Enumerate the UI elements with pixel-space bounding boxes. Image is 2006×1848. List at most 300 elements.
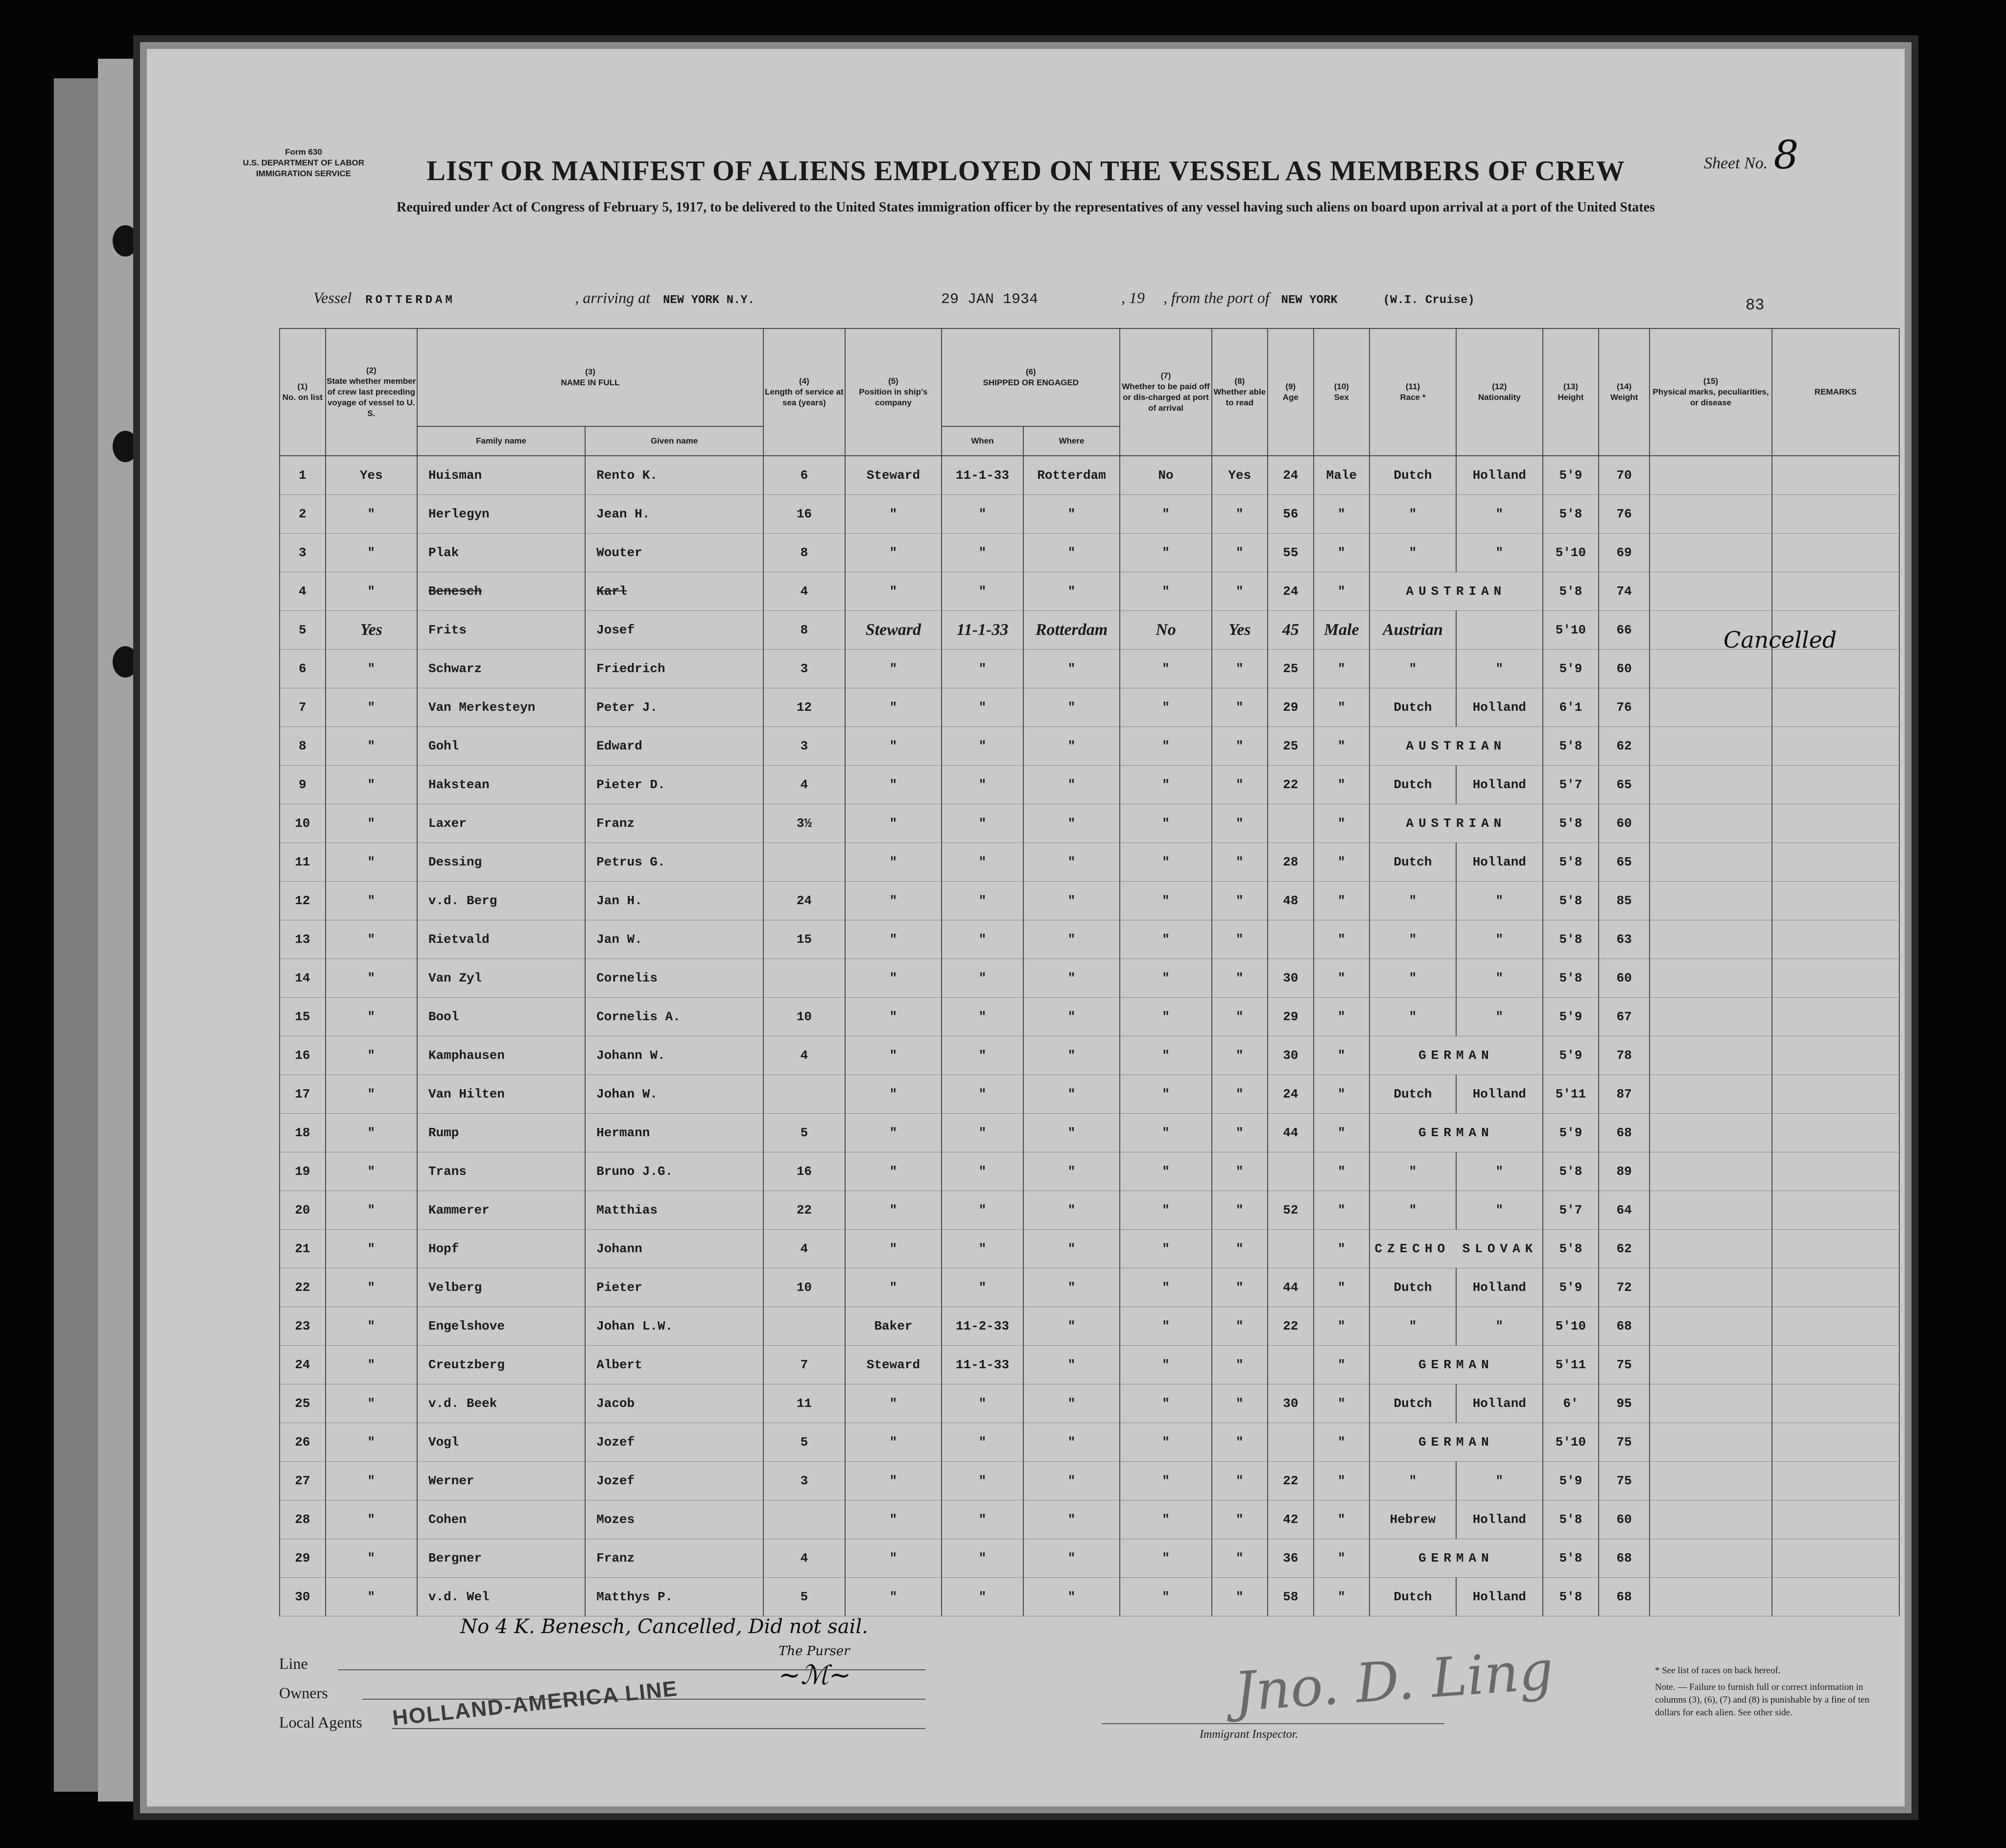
cell-sex: " — [1314, 1384, 1369, 1423]
cell-position: Steward — [845, 456, 942, 495]
cell-weight: 60 — [1599, 1500, 1650, 1539]
cell-family: Cohen — [417, 1500, 585, 1539]
table-row — [280, 1539, 1899, 1578]
cell-given: Wouter — [585, 534, 763, 572]
cell-given: Johan L.W. — [585, 1307, 763, 1346]
cell-family: Dessing — [417, 843, 585, 882]
cell-prev: " — [326, 572, 417, 611]
cell-race: Dutch — [1369, 1268, 1456, 1307]
cell-when: " — [942, 920, 1023, 959]
cell-age — [1268, 1346, 1314, 1384]
col-header-where: Where — [1023, 426, 1120, 456]
cell-height: 5'10 — [1543, 534, 1599, 572]
cell-where: " — [1023, 1230, 1120, 1268]
cell-physical-marks — [1650, 1539, 1772, 1578]
table-row — [280, 1152, 1899, 1191]
cell-position: " — [845, 727, 942, 766]
cell-position: " — [845, 688, 942, 727]
cell-physical-marks — [1650, 920, 1772, 959]
cell-read: " — [1212, 920, 1268, 959]
cell-age — [1268, 1423, 1314, 1462]
cell-age: 58 — [1268, 1578, 1314, 1616]
cell-sex: " — [1314, 843, 1369, 882]
cell-when: " — [942, 1114, 1023, 1152]
cell-paid: " — [1120, 1384, 1211, 1423]
col-header-marks: (15) Physical marks, peculiarities, or disease — [1650, 328, 1772, 456]
cell-sex: Male — [1314, 456, 1369, 495]
cell-family: Laxer — [417, 804, 585, 843]
cell-where: " — [1023, 650, 1120, 688]
sheet-number: 8 — [1773, 132, 1799, 178]
cell-when: " — [942, 727, 1023, 766]
cell-race: AUSTRIAN — [1369, 572, 1543, 611]
cell-nationality: " — [1456, 882, 1543, 920]
cell-remarks — [1772, 1191, 1899, 1230]
cell-service: 15 — [763, 920, 845, 959]
table-row — [280, 1230, 1899, 1268]
cell-service — [763, 1307, 845, 1346]
table-row — [280, 1307, 1899, 1346]
cell-race: GERMAN — [1369, 1539, 1543, 1578]
cell-family: Hakstean — [417, 766, 585, 804]
cell-weight: 76 — [1599, 688, 1650, 727]
cell-paid: " — [1120, 1346, 1211, 1384]
cell-height: 5'9 — [1543, 456, 1599, 495]
cell-when: 11-1-33 — [942, 1346, 1023, 1384]
cell-where: " — [1023, 727, 1120, 766]
cell-height: 6'1 — [1543, 688, 1599, 727]
cell-where: " — [1023, 1191, 1120, 1230]
cell-remarks — [1772, 766, 1899, 804]
cell-where: " — [1023, 1462, 1120, 1500]
cell-no: 12 — [280, 882, 326, 920]
cell-height: 5'8 — [1543, 920, 1599, 959]
cell-when: " — [942, 650, 1023, 688]
cell-height: 5'9 — [1543, 1114, 1599, 1152]
cell-paid: " — [1120, 1036, 1211, 1075]
cell-remarks — [1772, 959, 1899, 998]
cell-no: 20 — [280, 1191, 326, 1230]
cell-paid: " — [1120, 1578, 1211, 1616]
table-row — [280, 650, 1899, 688]
cell-height: 5'8 — [1543, 1152, 1599, 1191]
cell-family: Plak — [417, 534, 585, 572]
cell-paid: " — [1120, 572, 1211, 611]
form-number: Form 630 — [285, 147, 322, 157]
cell-height: 5'10 — [1543, 1307, 1599, 1346]
cell-where: " — [1023, 1075, 1120, 1114]
cell-read: " — [1212, 534, 1268, 572]
cell-read: Yes — [1212, 611, 1268, 650]
table-row — [280, 727, 1899, 766]
cell-service: 3 — [763, 650, 845, 688]
cell-height: 5'8 — [1543, 843, 1599, 882]
cell-read: " — [1212, 1578, 1268, 1616]
cell-age: 52 — [1268, 1191, 1314, 1230]
cell-when: " — [942, 843, 1023, 882]
cell-nationality: " — [1456, 959, 1543, 998]
punch-hole — [113, 225, 138, 257]
cell-service — [763, 959, 845, 998]
cell-nationality: " — [1456, 998, 1543, 1036]
cell-no: 19 — [280, 1152, 326, 1191]
cell-position: " — [845, 1230, 942, 1268]
table-row — [280, 1114, 1899, 1152]
cell-family: Kammerer — [417, 1191, 585, 1230]
cell-physical-marks — [1650, 572, 1772, 611]
cell-given: Karl — [585, 572, 763, 611]
cell-age: 22 — [1268, 1462, 1314, 1500]
table-row — [280, 1075, 1899, 1114]
cell-service: 8 — [763, 534, 845, 572]
col-header-name: (3) NAME IN FULL — [417, 328, 763, 426]
agents-label: Local Agents — [279, 1713, 362, 1731]
cell-prev: " — [326, 843, 417, 882]
department-name: U.S. DEPARTMENT OF LABOR — [242, 158, 365, 167]
cell-weight: 75 — [1599, 1462, 1650, 1500]
cell-nationality: " — [1456, 1307, 1543, 1346]
cell-when: " — [942, 882, 1023, 920]
cell-remarks — [1772, 1036, 1899, 1075]
cell-weight: 87 — [1599, 1075, 1650, 1114]
table-row — [280, 998, 1899, 1036]
cell-height: 5'8 — [1543, 804, 1599, 843]
cell-paid: " — [1120, 534, 1211, 572]
table-row — [280, 1578, 1899, 1616]
cell-physical-marks — [1650, 1346, 1772, 1384]
cell-sex: " — [1314, 1036, 1369, 1075]
cell-height: 5'8 — [1543, 495, 1599, 534]
cell-when: " — [942, 1384, 1023, 1423]
cell-race: CZECHO SLOVAK — [1369, 1230, 1543, 1268]
cell-weight: 89 — [1599, 1152, 1650, 1191]
cell-prev: " — [326, 1346, 417, 1384]
cell-family: v.d. Wel — [417, 1578, 585, 1616]
cell-race: Dutch — [1369, 766, 1456, 804]
service-name: IMMIGRATION SERVICE — [256, 169, 351, 178]
cell-sex: " — [1314, 1114, 1369, 1152]
cell-paid: " — [1120, 688, 1211, 727]
cell-age: 48 — [1268, 882, 1314, 920]
cell-position: " — [845, 920, 942, 959]
col-header-remarks: REMARKS — [1772, 328, 1899, 456]
col-header-when: When — [942, 426, 1023, 456]
table-row — [280, 1268, 1899, 1307]
cell-family: Schwarz — [417, 650, 585, 688]
cell-service: 4 — [763, 572, 845, 611]
cell-when: " — [942, 1152, 1023, 1191]
cell-weight: 95 — [1599, 1384, 1650, 1423]
cell-sex: " — [1314, 650, 1369, 688]
cell-sex: " — [1314, 1462, 1369, 1500]
cell-family: Engelshove — [417, 1307, 585, 1346]
cell-no: 14 — [280, 959, 326, 998]
cell-no: 4 — [280, 572, 326, 611]
cell-paid: No — [1120, 611, 1211, 650]
cell-where: " — [1023, 766, 1120, 804]
cell-race: " — [1369, 650, 1456, 688]
cell-where: " — [1023, 534, 1120, 572]
cell-position: Steward — [845, 1346, 942, 1384]
cell-race: Dutch — [1369, 1384, 1456, 1423]
cell-no: 7 — [280, 688, 326, 727]
cell-family: Rump — [417, 1114, 585, 1152]
cell-remarks — [1772, 1500, 1899, 1539]
cell-remarks — [1772, 1384, 1899, 1423]
cell-position: " — [845, 1578, 942, 1616]
penalty-note: Note. — Failure to furnish full or correct information in columns (3), (6), (7) and (8) is punishable by a fine of ten dollars for each alien. See other side. — [1655, 1682, 1869, 1718]
cell-when: " — [942, 572, 1023, 611]
cell-no: 25 — [280, 1384, 326, 1423]
cell-read: " — [1212, 1114, 1268, 1152]
cell-remarks — [1772, 920, 1899, 959]
cell-height: 5'8 — [1543, 572, 1599, 611]
cell-position: " — [845, 1384, 942, 1423]
cell-physical-marks — [1650, 1075, 1772, 1114]
from-port-label: , from the port of — [1163, 289, 1270, 306]
cell-age: 36 — [1268, 1539, 1314, 1578]
cell-service: 3 — [763, 1462, 845, 1500]
cell-paid: " — [1120, 1268, 1211, 1307]
cell-position: " — [845, 650, 942, 688]
cell-weight: 78 — [1599, 1036, 1650, 1075]
cell-position: " — [845, 1462, 942, 1500]
cell-height: 5'8 — [1543, 882, 1599, 920]
cell-race: " — [1369, 959, 1456, 998]
cell-race: " — [1369, 1152, 1456, 1191]
cell-no: 2 — [280, 495, 326, 534]
cell-prev: " — [326, 959, 417, 998]
cell-nationality: " — [1456, 920, 1543, 959]
cell-service: 6 — [763, 456, 845, 495]
cell-service — [763, 1500, 845, 1539]
cell-paid: " — [1120, 1423, 1211, 1462]
cell-read: " — [1212, 1307, 1268, 1346]
cell-when: " — [942, 1500, 1023, 1539]
cell-paid: " — [1120, 1152, 1211, 1191]
cell-physical-marks — [1650, 1268, 1772, 1307]
cell-physical-marks — [1650, 843, 1772, 882]
cell-race: GERMAN — [1369, 1423, 1543, 1462]
cell-family: Kamphausen — [417, 1036, 585, 1075]
cell-remarks — [1772, 456, 1899, 495]
cell-remarks — [1772, 882, 1899, 920]
cell-sex: " — [1314, 1191, 1369, 1230]
cell-service: 5 — [763, 1114, 845, 1152]
cell-physical-marks — [1650, 534, 1772, 572]
purser-label: The Purser — [779, 1644, 850, 1659]
cell-service: 4 — [763, 1036, 845, 1075]
cell-family: Creutzberg — [417, 1346, 585, 1384]
cell-read: " — [1212, 1384, 1268, 1423]
cell-age — [1268, 1230, 1314, 1268]
cell-physical-marks — [1650, 804, 1772, 843]
cell-remarks — [1772, 727, 1899, 766]
cell-prev: Yes — [326, 611, 417, 650]
cell-position: Steward — [845, 611, 942, 650]
cell-prev: " — [326, 1036, 417, 1075]
cell-race: Dutch — [1369, 1075, 1456, 1114]
table-row — [280, 804, 1899, 843]
cell-no: 30 — [280, 1578, 326, 1616]
cell-physical-marks — [1650, 1230, 1772, 1268]
cell-remarks — [1772, 1578, 1899, 1616]
table-row — [280, 456, 1899, 495]
cell-no: 16 — [280, 1036, 326, 1075]
cell-when: 11-2-33 — [942, 1307, 1023, 1346]
cell-read: " — [1212, 688, 1268, 727]
cell-sex: " — [1314, 1152, 1369, 1191]
cell-family: Werner — [417, 1462, 585, 1500]
cell-prev: " — [326, 1152, 417, 1191]
cell-when: " — [942, 1578, 1023, 1616]
cell-service — [763, 1075, 845, 1114]
cell-given: Friedrich — [585, 650, 763, 688]
cell-age: 22 — [1268, 766, 1314, 804]
manifest-page — [147, 49, 1905, 1806]
cell-service — [763, 843, 845, 882]
cell-race: " — [1369, 998, 1456, 1036]
cell-no: 3 — [280, 534, 326, 572]
cell-age: 42 — [1268, 1500, 1314, 1539]
table-row — [280, 1500, 1899, 1539]
cell-position: " — [845, 1539, 942, 1578]
cell-when: " — [942, 959, 1023, 998]
cell-paid: " — [1120, 843, 1211, 882]
cell-given: Jozef — [585, 1462, 763, 1500]
cell-nationality: " — [1456, 650, 1543, 688]
cell-physical-marks — [1650, 959, 1772, 998]
cell-no: 8 — [280, 727, 326, 766]
cell-no: 21 — [280, 1230, 326, 1268]
cell-weight: 68 — [1599, 1539, 1650, 1578]
cell-prev: " — [326, 727, 417, 766]
cell-read: " — [1212, 766, 1268, 804]
cell-race: AUSTRIAN — [1369, 804, 1543, 843]
cell-paid: " — [1120, 1114, 1211, 1152]
cell-sex: Male — [1314, 611, 1369, 650]
cell-given: Cornelis — [585, 959, 763, 998]
cell-remarks — [1772, 1539, 1899, 1578]
table-row — [280, 495, 1899, 534]
cell-position: " — [845, 1268, 942, 1307]
table-row — [280, 611, 1899, 650]
cell-where: " — [1023, 1307, 1120, 1346]
col-header-service: (4) Length of service at sea (years) — [763, 328, 845, 456]
cell-read: " — [1212, 1423, 1268, 1462]
cell-prev: " — [326, 1578, 417, 1616]
cell-age: 24 — [1268, 456, 1314, 495]
cell-paid: " — [1120, 1075, 1211, 1114]
table-row — [280, 1423, 1899, 1462]
cell-position: " — [845, 998, 942, 1036]
cell-height: 6' — [1543, 1384, 1599, 1423]
cell-prev: " — [326, 1114, 417, 1152]
cell-physical-marks — [1650, 1423, 1772, 1462]
cell-service: 11 — [763, 1384, 845, 1423]
cell-prev: Yes — [326, 456, 417, 495]
cell-position: " — [845, 572, 942, 611]
cell-weight: 85 — [1599, 882, 1650, 920]
table-row — [280, 1346, 1899, 1384]
arrival-date: 29 JAN 1934 — [941, 291, 1038, 308]
cell-physical-marks — [1650, 495, 1772, 534]
cell-sex: " — [1314, 1268, 1369, 1307]
cell-where: Rotterdam — [1023, 611, 1120, 650]
cell-prev: " — [326, 804, 417, 843]
cell-weight: 65 — [1599, 843, 1650, 882]
cell-sex: " — [1314, 534, 1369, 572]
cell-service: 8 — [763, 611, 845, 650]
cell-paid: " — [1120, 804, 1211, 843]
cell-nationality: " — [1456, 1191, 1543, 1230]
cell-position: " — [845, 882, 942, 920]
footer-notes — [1655, 1664, 1890, 1719]
cell-race: " — [1369, 920, 1456, 959]
cell-age: 25 — [1268, 727, 1314, 766]
col-header-weight: (14) Weight — [1599, 328, 1650, 456]
cell-weight: 72 — [1599, 1268, 1650, 1307]
cell-service: 4 — [763, 766, 845, 804]
cell-when: " — [942, 1462, 1023, 1500]
cell-sex: " — [1314, 1075, 1369, 1114]
cell-position: " — [845, 1191, 942, 1230]
cell-age: 55 — [1268, 534, 1314, 572]
cell-given: Edward — [585, 727, 763, 766]
cell-paid: " — [1120, 920, 1211, 959]
cell-read: " — [1212, 804, 1268, 843]
cell-read: " — [1212, 882, 1268, 920]
races-note: * See list of races on back hereof. — [1655, 1665, 1781, 1676]
cell-physical-marks — [1650, 1191, 1772, 1230]
cell-age: 44 — [1268, 1114, 1314, 1152]
cell-no: 10 — [280, 804, 326, 843]
cell-read: " — [1212, 1268, 1268, 1307]
cell-when: " — [942, 688, 1023, 727]
cell-given: Jozef — [585, 1423, 763, 1462]
cell-given: Jacob — [585, 1384, 763, 1423]
cell-height: 5'9 — [1543, 1036, 1599, 1075]
cell-height: 5'8 — [1543, 727, 1599, 766]
cell-remarks — [1772, 572, 1899, 611]
cell-nationality: Holland — [1456, 766, 1543, 804]
cell-family: Van Hilten — [417, 1075, 585, 1114]
inspector-label: Immigrant Inspector. — [1200, 1728, 1298, 1741]
cell-when: " — [942, 1539, 1023, 1578]
cell-height: 5'9 — [1543, 998, 1599, 1036]
cell-physical-marks — [1650, 1384, 1772, 1423]
cell-position: " — [845, 804, 942, 843]
cell-physical-marks — [1650, 727, 1772, 766]
cell-given: Peter J. — [585, 688, 763, 727]
cell-no: 29 — [280, 1539, 326, 1578]
cell-no: 5 — [280, 611, 326, 650]
cell-read: " — [1212, 572, 1268, 611]
cell-height: 5'8 — [1543, 1500, 1599, 1539]
cell-race: " — [1369, 1307, 1456, 1346]
cell-no: 27 — [280, 1462, 326, 1500]
cell-race: Dutch — [1369, 456, 1456, 495]
cell-sex: " — [1314, 1346, 1369, 1384]
cell-when: 11-1-33 — [942, 611, 1023, 650]
cell-prev: " — [326, 920, 417, 959]
cell-where: " — [1023, 1152, 1120, 1191]
inspector-underline — [1102, 1723, 1444, 1724]
cell-race: GERMAN — [1369, 1346, 1543, 1384]
cell-family: Huisman — [417, 456, 585, 495]
cell-service: 5 — [763, 1578, 845, 1616]
table-row — [280, 688, 1899, 727]
